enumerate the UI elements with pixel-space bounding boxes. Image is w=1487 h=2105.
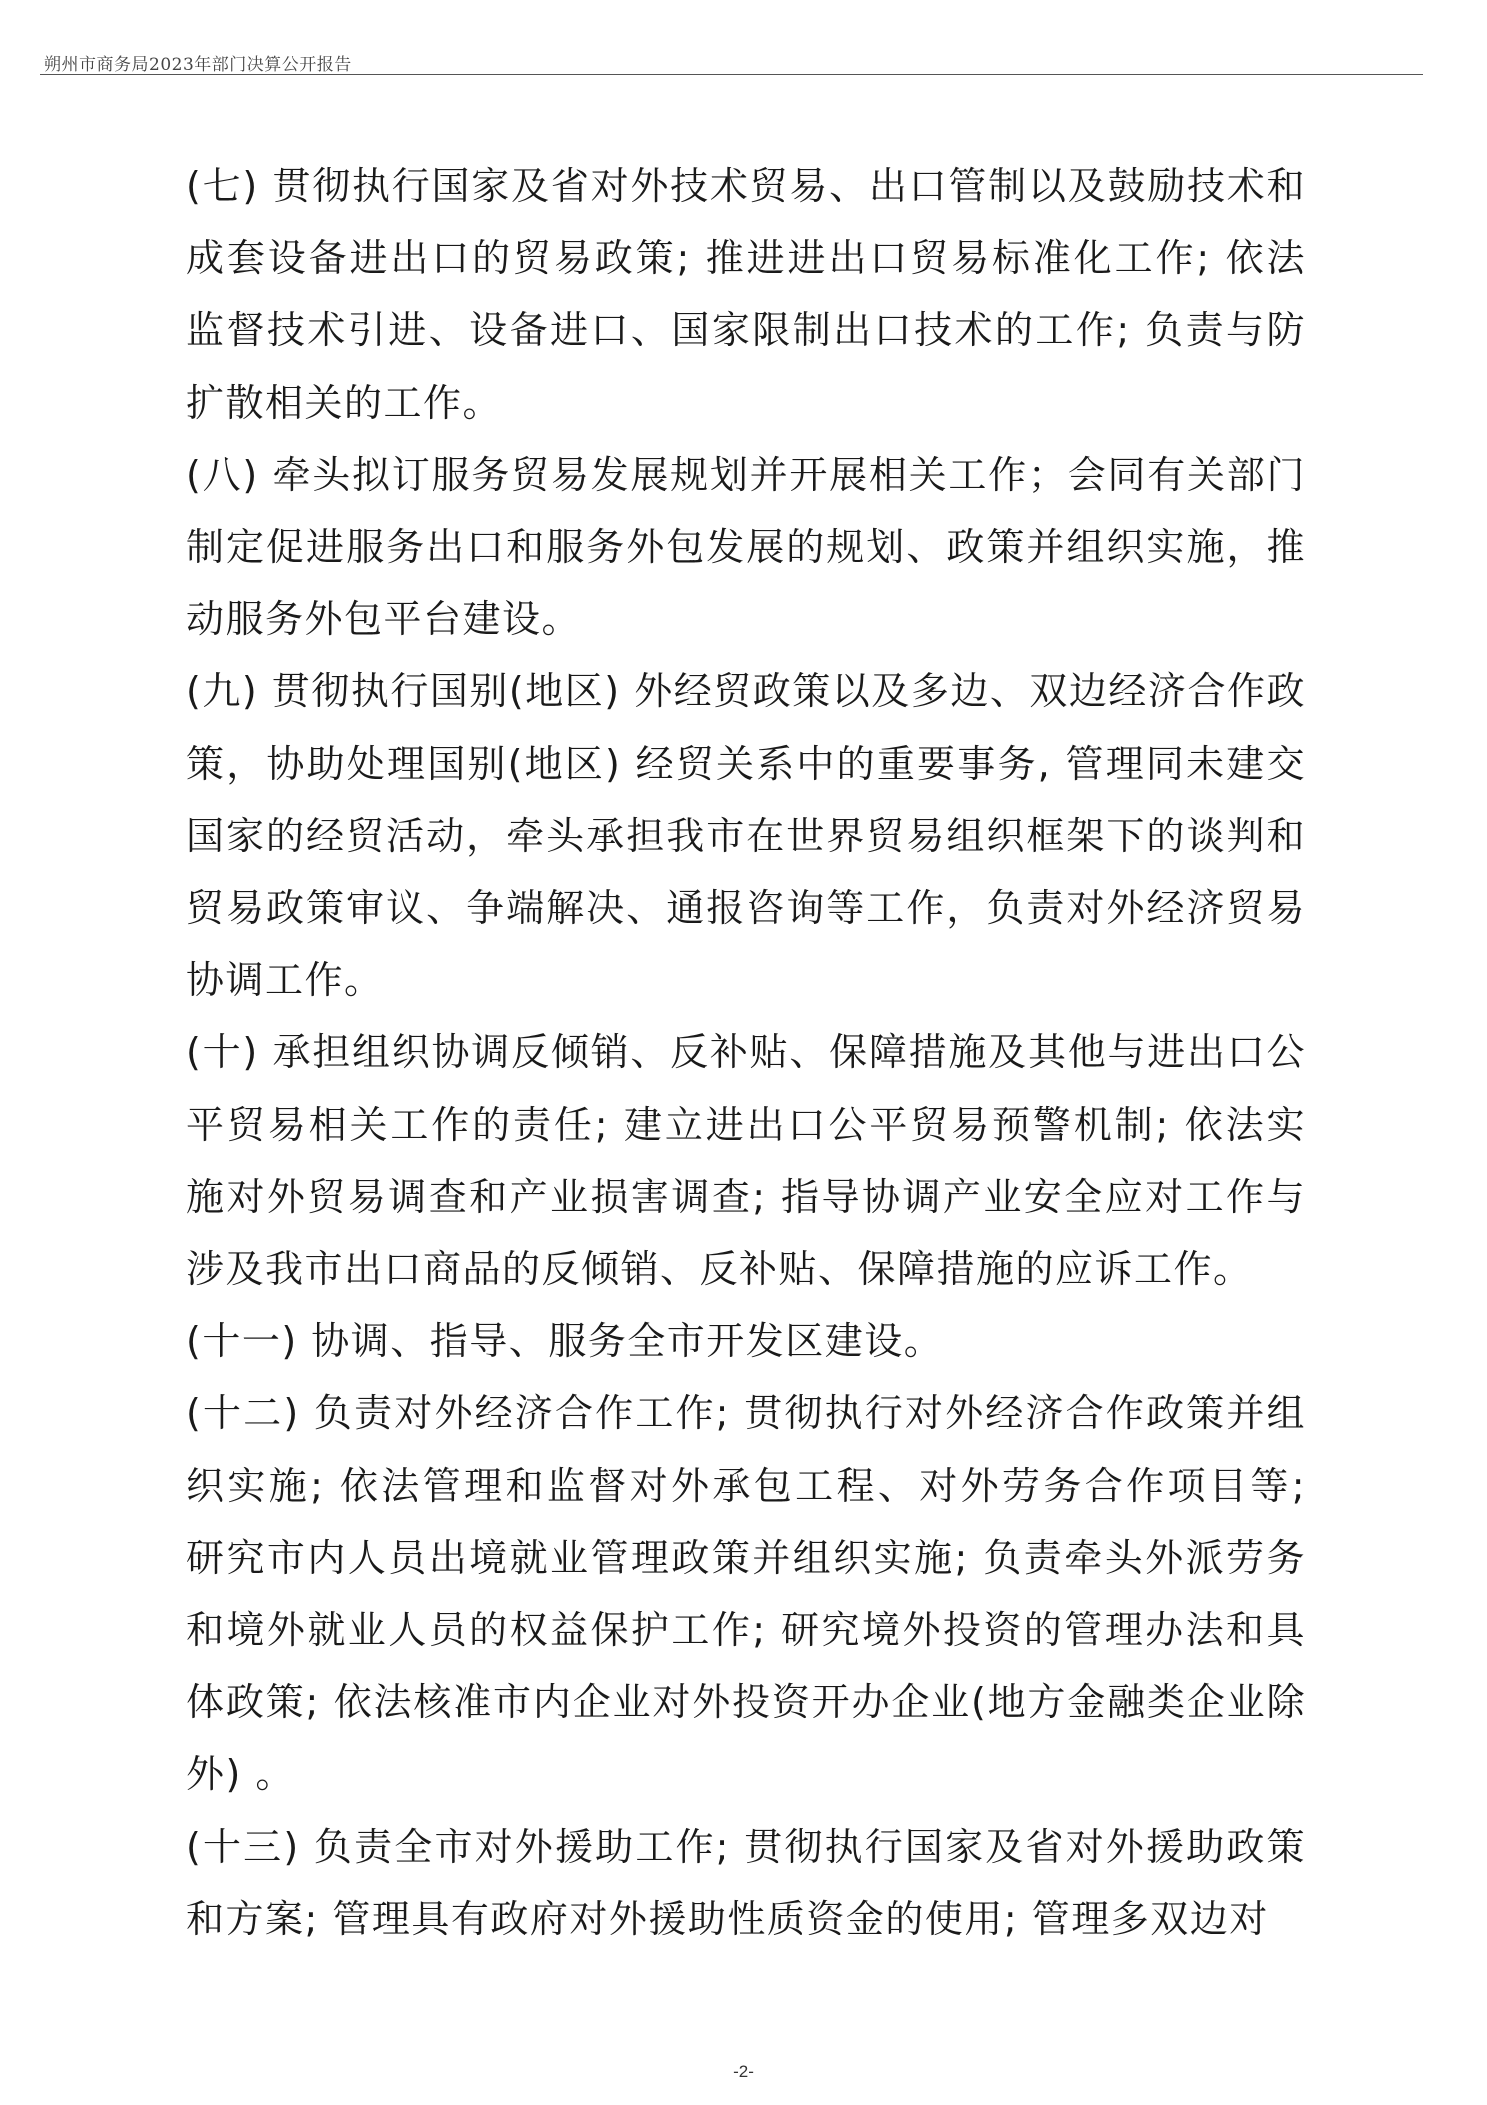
document-header-title: 朔州市商务局2023年部门决算公开报告	[44, 55, 352, 75]
page-number: -2-	[733, 2062, 754, 2081]
document-body	[186, 150, 1306, 1955]
paragraph-11: (十一) 协调、指导、服务全市开发区建设。	[186, 1319, 944, 1364]
paragraph-13: (十三) 负责全市对外援助工作; 贯彻执行国家及省对外援助政策和方案; 管理具有政府对外援助性质资金的使用; 管理多双边对	[186, 1824, 1306, 1941]
paragraph-8: (八) 牵头拟订服务贸易发展规划并开展相关工作；会同有关部门制定促进服务出口和服务外包发展的规划、政策并组织实施，推动服务外包平台建设。	[186, 452, 1306, 642]
paragraph-9: (九) 贯彻执行国别(地区) 外经贸政策以及多边、双边经济合作政策，协助处理国别(地区) 经贸关系中的重要事务, 管理同未建交国家的经贸活动，牵头承担我市在世界贸易组织框架下的谈判和贸易政策审议、争端解决、通报咨询等工作，负责对外经济贸易协调工作。	[186, 669, 1306, 1003]
paragraph-10: (十) 承担组织协调反倾销、反补贴、保障措施及其他与进出口公平贸易相关工作的责任; 建立进出口公平贸易预警机制; 依法实施对外贸易调查和产业损害调查; 指导协调产业安全应对工作与涉及我市出口商品的反倾销、反补贴、保障措施的应诉工作。	[186, 1030, 1306, 1292]
paragraph-7: (七) 贯彻执行国家及省对外技术贸易、出口管制以及鼓励技术和成套设备进出口的贸易政策; 推进进出口贸易标准化工作; 依法监督技术引进、设备进口、国家限制出口技术的工作; 负责与防扩散相关的工作。	[186, 164, 1306, 425]
paragraph-12: (十二) 负责对外经济合作工作; 贯彻执行对外经济合作政策并组织实施; 依法管理和监督对外承包工程、对外劳务合作项目等; 研究市内人员出境就业管理政策并组织实施; 负责牵头外派劳务和境外就业人员的权益保护工作; 研究境外投资的管理办法和具体政策; 依法核准市内企业对外投资开办企业(地方金融类企业除外) 。	[186, 1391, 1306, 1797]
header-divider	[40, 74, 1423, 75]
